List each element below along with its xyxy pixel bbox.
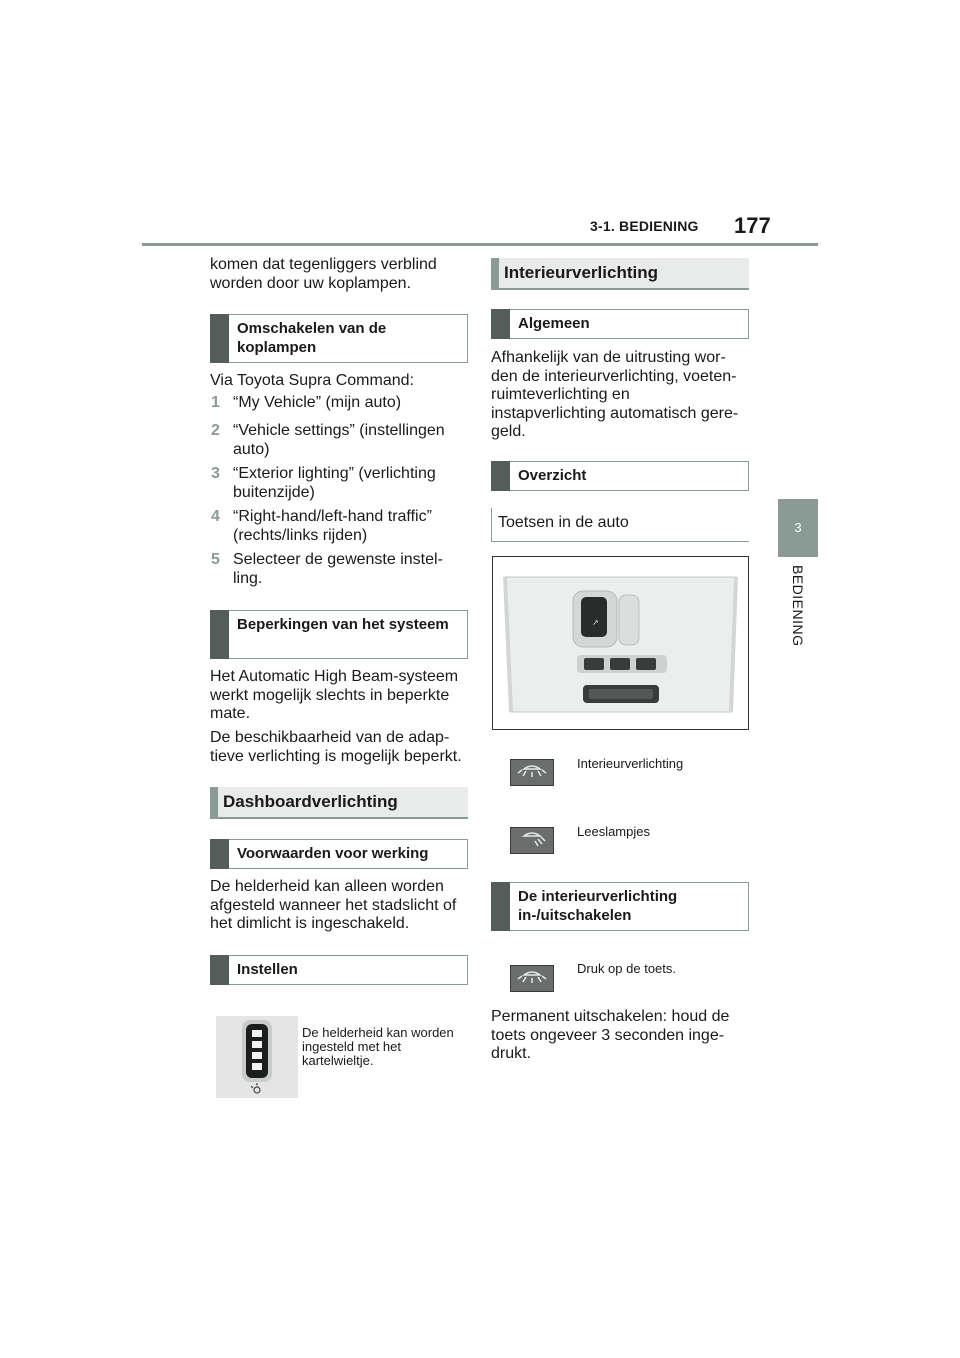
step-text: “Right-hand/left-hand traffic” (rechts/links rijden) xyxy=(233,508,432,544)
subheading-adjust xyxy=(210,955,468,985)
interior-light-icon xyxy=(511,966,553,991)
list-item xyxy=(211,465,465,502)
subheading-bar xyxy=(210,839,229,869)
via-command-text: Via Toyota Supra Command: xyxy=(210,372,414,389)
step-number: 2 xyxy=(211,422,220,439)
permanent-off-paragraph: Permanent uitschakelen: houd de toets ongeveer 3 seconden ingedrukt. xyxy=(491,1008,730,1062)
subheading-text: Overzicht xyxy=(518,467,587,484)
subheading-bar xyxy=(210,314,229,363)
heading-text: Interieurverlichting xyxy=(504,263,658,282)
step-number: 3 xyxy=(211,465,220,482)
heading-dashboard-lighting xyxy=(210,787,468,819)
step-number: 5 xyxy=(211,551,220,568)
subheading-bar xyxy=(210,610,229,659)
subheading-conditions xyxy=(210,839,468,869)
subheading-switch-headlights xyxy=(210,314,468,363)
step-text: Selecteer de gewenste instelling. xyxy=(233,551,443,587)
heading-bar xyxy=(491,258,499,290)
subheading-on-off xyxy=(491,882,749,931)
chapter-tab[interactable]: 3 xyxy=(778,499,818,557)
page-number: 177 xyxy=(734,213,771,238)
heading-interior-lighting xyxy=(491,258,749,290)
interior-light-toggle-button[interactable] xyxy=(510,965,554,992)
subheading-text: Voorwaarden voor werking xyxy=(237,845,429,862)
overhead-console-figure xyxy=(492,556,749,730)
figure-caption: Toetsen in de auto xyxy=(498,514,629,531)
list-item xyxy=(211,394,465,413)
reading-light-button[interactable] xyxy=(510,827,554,854)
interior-light-icon xyxy=(511,760,553,785)
subheading-text: Beperkingen van het systeem xyxy=(237,616,449,633)
subheading-text: Algemeen xyxy=(518,315,590,332)
subheading-limitations xyxy=(210,610,468,659)
step-text: “Exterior lighting” (verlichting buitenzijde) xyxy=(233,465,436,501)
limitations-paragraph-2: De beschikbaarheid van de adaptieve verlichting is mogelijk beperkt. xyxy=(210,729,462,765)
subheading-bar xyxy=(491,882,510,931)
overhead-console-illustration xyxy=(493,557,748,729)
thumbwheel-caption: De helderheid kan worden ingesteld met het kartelwieltje. xyxy=(302,1025,454,1068)
interior-light-button[interactable] xyxy=(510,759,554,786)
step-number: 4 xyxy=(211,508,220,525)
toggle-instruction: Druk op de toets. xyxy=(577,961,676,976)
subheading-general xyxy=(491,309,749,339)
figure-caption-box xyxy=(491,508,749,542)
subheading-bar xyxy=(491,309,510,339)
thumbwheel-icon xyxy=(216,1016,298,1098)
legend-label: Leeslampjes xyxy=(577,824,650,839)
intro-paragraph: komen dat tegenliggers verblind worden door uw koplampen. xyxy=(210,256,437,292)
thumbwheel-photo xyxy=(216,1016,298,1098)
legend-label: Interieurverlichting xyxy=(577,756,684,771)
general-paragraph: Afhankelijk van de uitrusting worden de interieurverlichting, voetenruimteverlichting en instapverlichting automatisch geregeld. xyxy=(491,349,739,440)
limitations-paragraph-1: Het Automatic High Beam-systeem werkt mogelijk slechts in beperkte mate. xyxy=(210,668,459,722)
conditions-paragraph: De helderheid kan alleen worden afgesteld wanneer het stadslicht of het dimlicht is ingeschakeld. xyxy=(210,878,457,932)
heading-bar xyxy=(210,787,218,819)
svg-text:↗: ↗ xyxy=(592,618,599,627)
list-item xyxy=(211,422,465,459)
step-text: “Vehicle settings” (instellingen auto) xyxy=(233,422,445,458)
reading-light-icon xyxy=(511,828,553,853)
subheading-text: Instellen xyxy=(237,961,298,978)
header-rule xyxy=(142,243,818,246)
subheading-text: Omschakelen van de koplampen xyxy=(237,320,387,356)
list-item xyxy=(211,508,465,545)
chapter-label: BEDIENING xyxy=(790,565,806,647)
subheading-overview xyxy=(491,461,749,491)
heading-text: Dashboardverlichting xyxy=(223,792,398,811)
step-number: 1 xyxy=(211,394,220,411)
list-item xyxy=(211,551,453,588)
subheading-bar xyxy=(210,955,229,985)
subheading-text: De interieurverlichting in-/uitschakelen xyxy=(518,888,678,924)
subheading-bar xyxy=(491,461,510,491)
running-header-section: 3-1. BEDIENING xyxy=(590,218,699,234)
step-text: “My Vehicle” (mijn auto) xyxy=(233,394,402,411)
